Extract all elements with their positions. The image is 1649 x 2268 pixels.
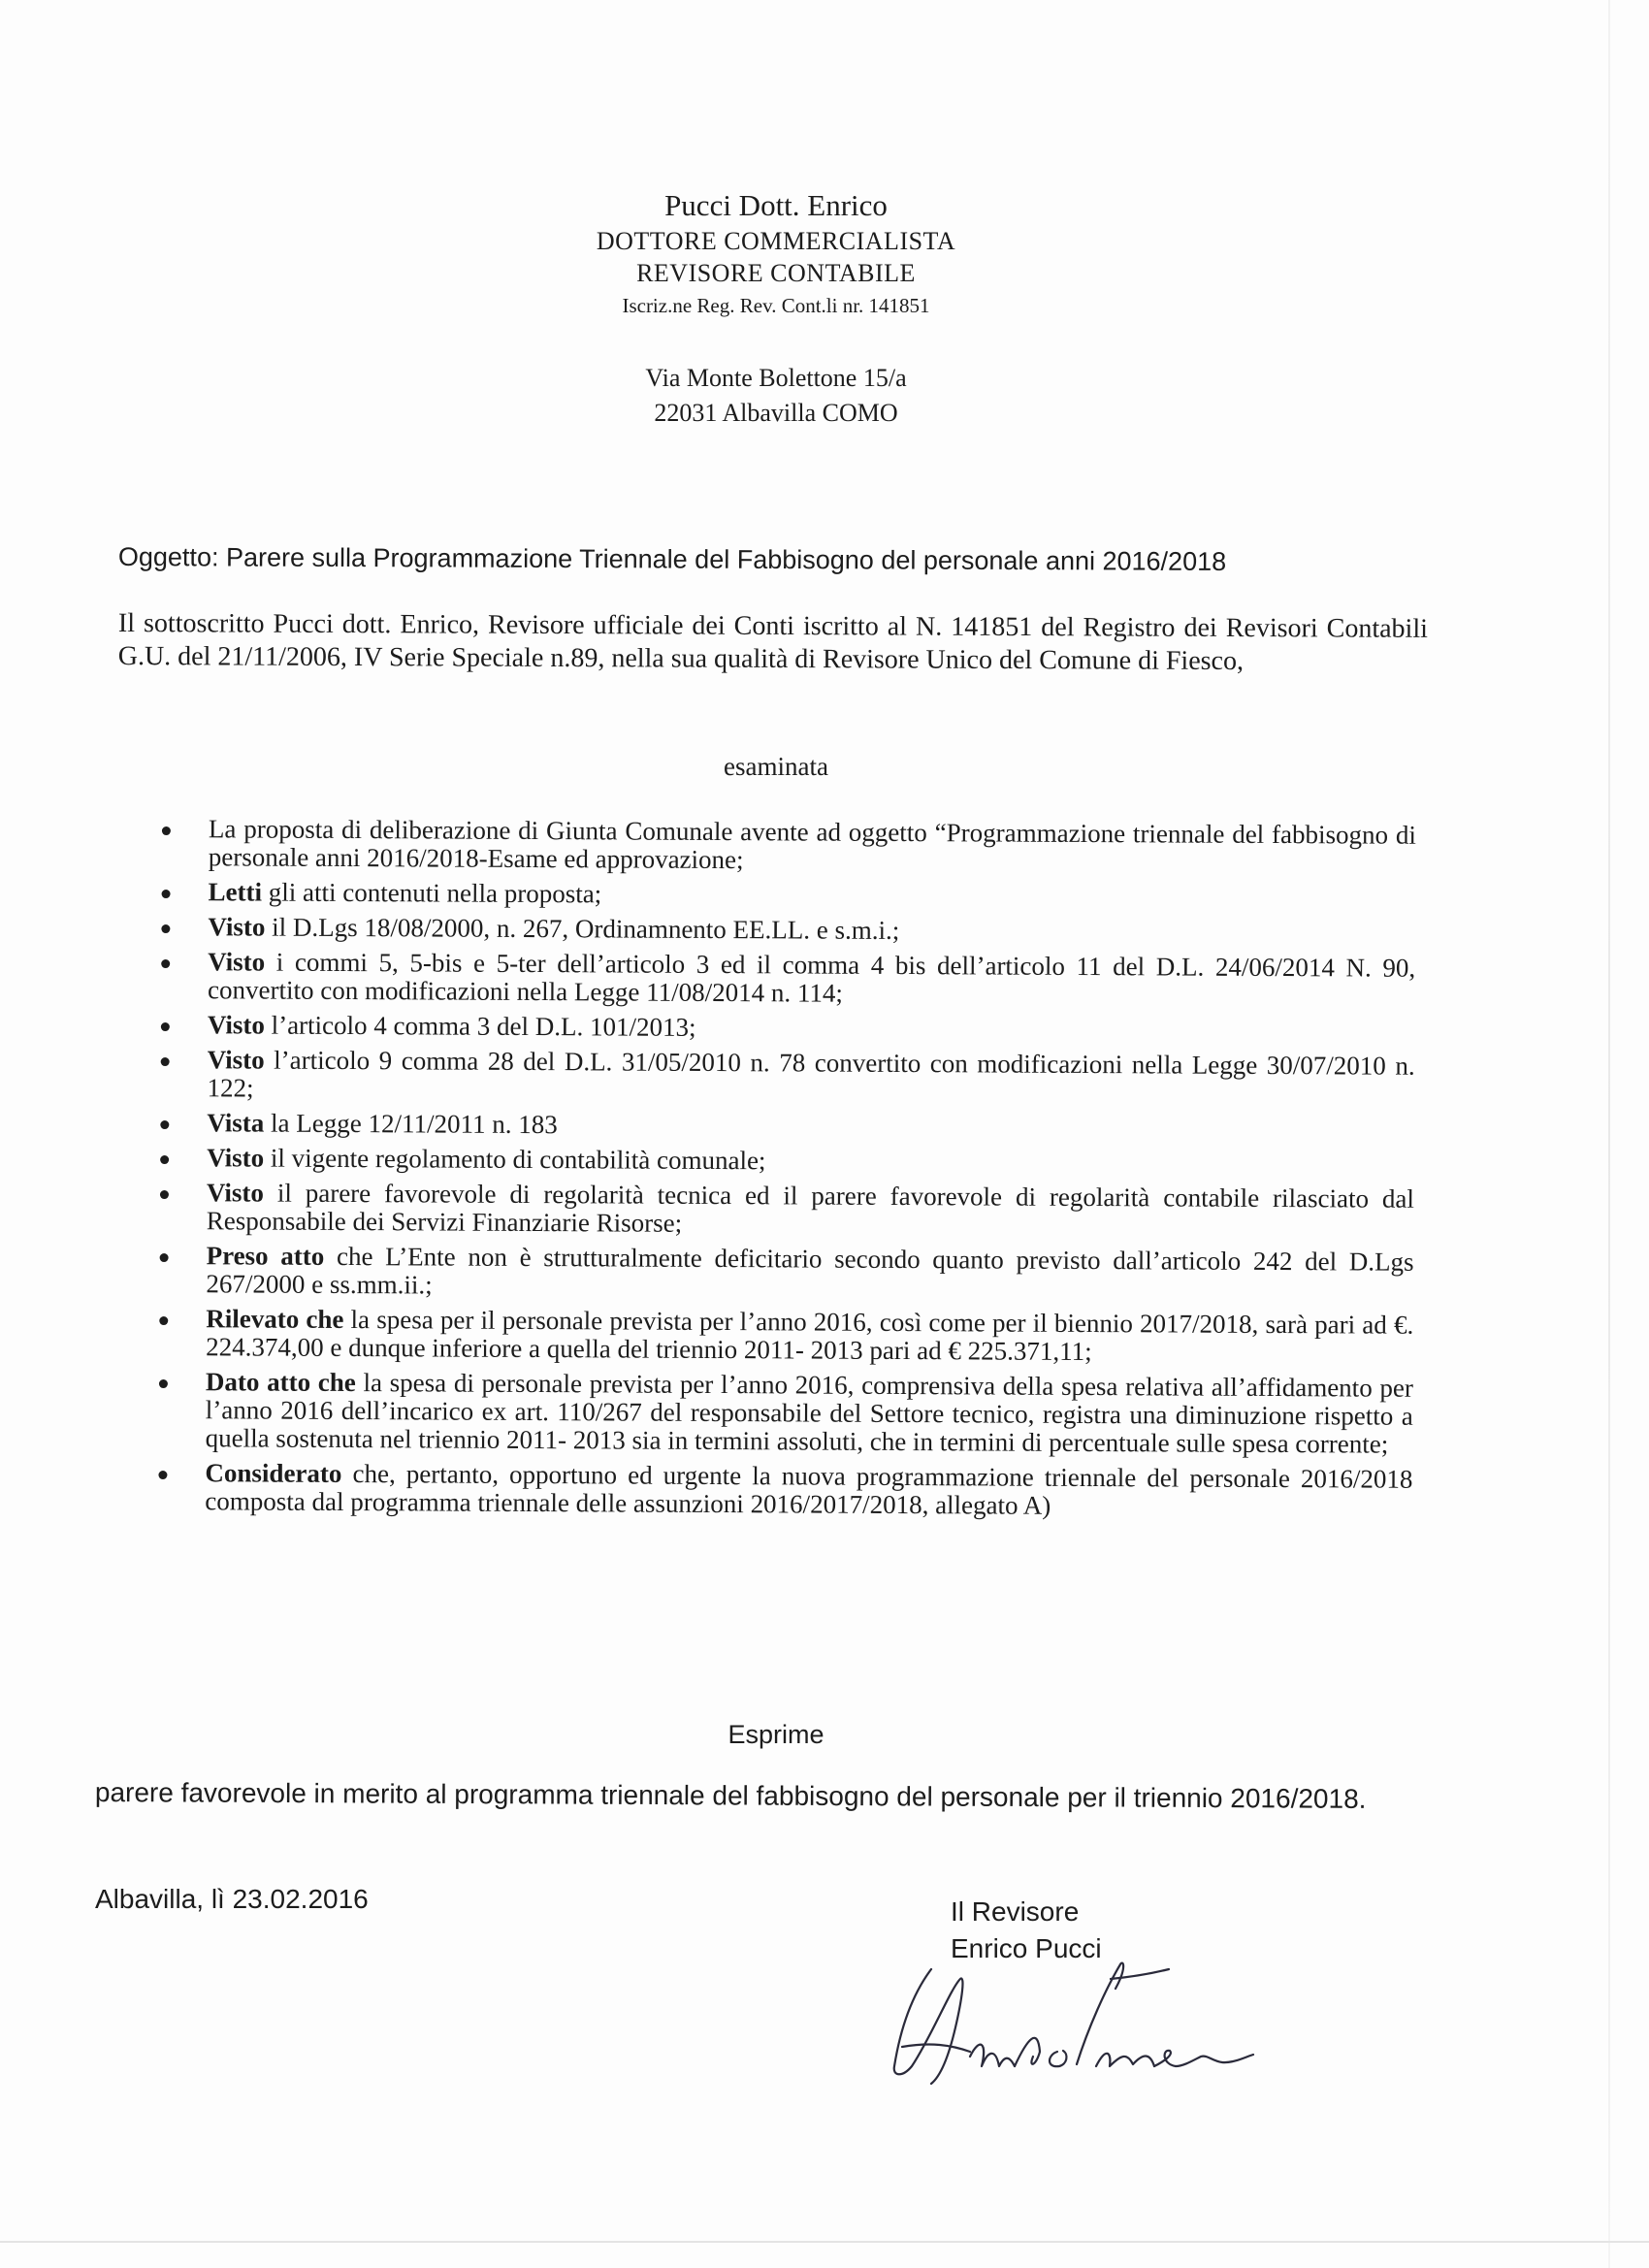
scan-edge	[1608, 0, 1610, 2268]
premise-text: l’articolo 9 comma 28 del D.L. 31/05/2010 n. 78 convertito con modificazioni nella Legge 30/07/2010 n. 122;	[207, 1045, 1415, 1103]
premise-text: che, pertanto, opportuno ed urgente la nuova programmazione triennale del personale 2016/2018 composta dal programma triennale delle assunzioni 2016/2017/2018, allegato A)	[205, 1458, 1413, 1520]
bullet-dot-icon	[160, 1120, 169, 1129]
letterhead-city: 22031 Albavilla COMO	[654, 399, 898, 427]
bullet-dot-icon	[160, 1190, 169, 1199]
premise-item	[158, 1144, 1414, 1179]
premise-text: la spesa per il personale prevista per l’anno 2016, così come per il biennio 2017/2018, sarà pari ad €. 224.374,00 e dunque inferiore a quella del triennio 2011- 2013 pari ad € 225.371,11;	[206, 1304, 1414, 1367]
premise-text: la spesa di personale prevista per l’anno 2016, comprensiva della spesa relativa all’affidamento per l’anno 2016 dell’incarico ex art. 110/267 del responsabile del Settore tecnico, registra una diminuzione rispetto a quella sostenuta nel triennio 2011- 2013 sia in termini assoluti, che in termini di percentuale sulle spesa corrente;	[205, 1368, 1413, 1459]
scan-bottom-line	[0, 2241, 1649, 2243]
premise-lead: Visto	[207, 1143, 265, 1173]
premise-text: che L’Ente non è strutturalmente deficitario secondo quanto previsto dall’articolo 242 del D.Lgs 267/2000 e ss.mm.ii.;	[206, 1241, 1414, 1300]
esprime-heading: Esprime	[728, 1720, 824, 1749]
letterhead	[0, 186, 1552, 431]
premise-item	[158, 1179, 1414, 1242]
letterhead-street: Via Monte Bolettone 15/a	[645, 364, 907, 392]
signature-role: Il Revisore	[951, 1896, 1080, 1927]
premise-lead: Visto	[208, 947, 266, 977]
premise-lead: Letti	[208, 877, 263, 907]
premise-lead: Visto	[206, 1178, 265, 1208]
premise-text: il parere favorevole di regolarità tecnica ed il parere favorevole di regolarità contabile rilasciato dal Responsabile dei Servizi Finanziarie Risorse;	[206, 1178, 1415, 1238]
bullet-dot-icon	[160, 1155, 169, 1164]
premise-text: i commi 5, 5-bis e 5-ter dell’articolo 3 ed il comma 4 bis dell’articolo 11 del D.L. 24/06/2014 N. 90, convertito con modificazioni nella Legge 11/08/2014 n. 114;	[207, 947, 1416, 1008]
premise-text: il vigente regolamento di contabilità comunale;	[264, 1143, 766, 1176]
bullet-dot-icon	[161, 924, 170, 933]
premise-lead: Considerato	[205, 1458, 342, 1488]
premise-text: la Legge 12/11/2011 n. 183	[264, 1108, 558, 1140]
bullet-dot-icon	[162, 826, 171, 835]
bullet-dot-icon	[161, 959, 170, 968]
signature-name: Enrico Pucci	[951, 1933, 1102, 1963]
premises-list	[156, 815, 1416, 1529]
opinion-paragraph: parere favorevole in merito al programma triennale del fabbisogno del personale per il triennio 2016/2018.	[94, 1777, 1367, 1814]
premise-item	[158, 1109, 1414, 1144]
letterhead-name: Pucci Dott. Enrico	[664, 188, 888, 222]
premise-lead: Visto	[207, 1010, 265, 1040]
bullet-dot-icon	[161, 1057, 170, 1066]
bullet-dot-icon	[160, 1253, 169, 1262]
bullet-dot-icon	[161, 1022, 170, 1031]
place-date: Albavilla, lì 23.02.2016	[95, 1884, 369, 1914]
bullet-dot-icon	[159, 1379, 168, 1388]
bullet-dot-icon	[162, 890, 171, 898]
premise-item	[156, 1459, 1412, 1522]
premise-item	[160, 815, 1416, 878]
premise-lead: Preso atto	[206, 1241, 325, 1271]
premise-text: gli atti contenuti nella proposta;	[261, 877, 602, 909]
premise-item	[159, 1011, 1415, 1046]
premise-text: l’articolo 4 comma 3 del D.L. 101/2013;	[264, 1010, 696, 1042]
letterhead-title-2: REVISORE CONTABILE	[636, 259, 916, 287]
premise-lead: Visto	[207, 1045, 265, 1075]
premise-text: La proposta di deliberazione di Giunta Comunale avente ad oggetto “Programmazione triennale del fabbisogno di personale anni 2016/2018-Esame ed approvazione;	[208, 814, 1416, 875]
bullet-dot-icon	[158, 1471, 167, 1479]
premise-item	[160, 878, 1416, 913]
letterhead-registration: Iscriz.ne Reg. Rev. Cont.li nr. 141851	[622, 294, 930, 317]
premise-item	[157, 1242, 1413, 1305]
letterhead-title-1: DOTTORE COMMERCIALISTA	[596, 227, 956, 255]
premise-item	[159, 913, 1415, 948]
intro-paragraph: Il sottoscritto Pucci dott. Enrico, Revisore ufficiale dei Conti iscritto al N. 141851 del Registro dei Revisori Contabili G.U. del 21/11/2006, IV Serie Speciale n.89, nella sua qualità di Revisore Unico del Comune di Fiesco,	[117, 608, 1428, 677]
premise-lead: Rilevato che	[206, 1304, 344, 1334]
premise-lead: Dato atto che	[205, 1367, 356, 1398]
premise-item	[159, 948, 1415, 1011]
premise-lead: Visto	[208, 912, 266, 942]
subject-line: Oggetto: Parere sulla Programmazione Triennale del Fabbisogno del personale anni 2016/2018	[117, 542, 1227, 576]
bullet-dot-icon	[159, 1316, 168, 1325]
esaminata-heading: esaminata	[724, 752, 828, 781]
premise-text: il D.Lgs 18/08/2000, n. 267, Ordinamnento EE.LL. e s.m.i.;	[265, 912, 900, 945]
premise-lead: Vista	[207, 1108, 265, 1138]
premise-item	[158, 1046, 1414, 1109]
premise-item	[157, 1368, 1413, 1459]
premise-item	[157, 1305, 1413, 1368]
